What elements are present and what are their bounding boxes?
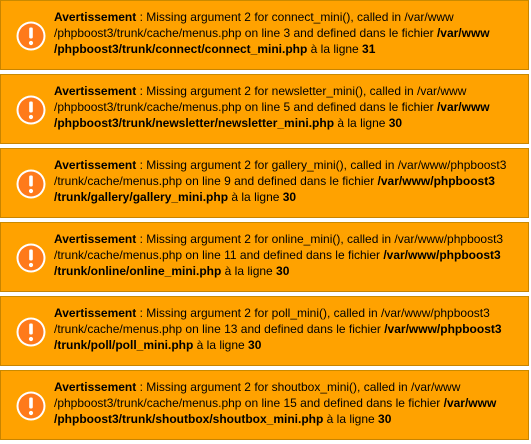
warning-text-line1: : Missing argument 2 for newsletter_mini(), called in /var/www: [136, 84, 467, 98]
warning-file-path-part2: /trunk/online/online_mini.php: [54, 264, 222, 278]
warning-message: [54, 231, 524, 279]
warning-text-line1: : Missing argument 2 for connect_mini(), called in /var/www: [136, 10, 454, 24]
warning-line-text: à la ligne: [228, 190, 283, 204]
warning-line-text: à la ligne: [193, 338, 249, 352]
warning-line-text: à la ligne: [307, 42, 363, 56]
warning-text-line1: : Missing argument 2 for shoutbox_mini(), called in /var/www: [136, 380, 461, 394]
warning-file-path-part1: /var/www/phpboost3: [377, 174, 495, 188]
warning-line-number: 30: [388, 116, 403, 130]
warning-exclamation-icon: [15, 168, 47, 200]
warning-text-line1: : Missing argument 2 for poll_mini(), called in /var/www/phpboost3: [136, 306, 490, 320]
warning-exclamation-icon: [15, 94, 47, 126]
warning-line-text: à la ligne: [334, 116, 389, 130]
warning-message: [54, 9, 524, 57]
warning-text-line2: /phpboost3/trunk/cache/menus.php on line 15 and defined dans le fichier: [54, 396, 444, 410]
warning-exclamation-icon: [15, 316, 47, 348]
warning-message: [54, 83, 524, 131]
warning-exclamation-icon: [15, 390, 47, 422]
warning-label: Avertissement: [54, 232, 137, 246]
warning-label: Avertissement: [54, 158, 137, 172]
warning-line-number: 30: [378, 412, 392, 426]
warning-exclamation-icon: [15, 242, 47, 274]
warning-exclamation-icon: [15, 20, 47, 52]
warning-box: [0, 370, 529, 440]
warning-file-path-part1: /var/www/phpboost3: [384, 322, 502, 336]
warning-text-line2: /phpboost3/trunk/cache/menus.php on line 5 and defined dans le fichier: [54, 100, 437, 114]
warning-text-line1: : Missing argument 2 for online_mini(), called in /var/www/phpboost3: [136, 232, 504, 246]
warning-file-path-part2: /phpboost3/trunk/connect/connect_mini.php: [54, 42, 308, 56]
warning-file-path-part1: /var/www/phpboost3: [383, 248, 501, 262]
warning-label: Avertissement: [54, 84, 137, 98]
warning-line-text: à la ligne: [221, 264, 277, 278]
warning-label: Avertissement: [54, 306, 137, 320]
warning-text-line2: /trunk/cache/menus.php on line 9 and defined dans le fichier: [54, 174, 378, 188]
warning-box: [0, 148, 529, 218]
warning-line-number: 31: [362, 42, 376, 56]
warning-line-number: 30: [248, 338, 262, 352]
warning-file-path-part2: /trunk/gallery/gallery_mini.php: [54, 190, 229, 204]
warning-message: [54, 305, 524, 353]
warning-line-number: 30: [282, 190, 297, 204]
warning-message: [54, 157, 524, 205]
warning-box: [0, 0, 529, 70]
warning-text-line2: /trunk/cache/menus.php on line 11 and defined dans le fichier: [54, 248, 384, 262]
warning-label: Avertissement: [54, 10, 137, 24]
warning-text-line2: /trunk/cache/menus.php on line 13 and defined dans le fichier: [54, 322, 385, 336]
warning-box: [0, 74, 529, 144]
warning-text-line1: : Missing argument 2 for gallery_mini(), called in /var/www/phpboost3: [136, 158, 507, 172]
warning-text-line2: /phpboost3/trunk/cache/menus.php on line 3 and defined dans le fichier: [54, 26, 437, 40]
warning-file-path-part2: /phpboost3/trunk/shoutbox/shoutbox_mini.php: [54, 412, 324, 426]
warning-label: Avertissement: [54, 380, 137, 394]
warning-file-path-part2: /trunk/poll/poll_mini.php: [54, 338, 194, 352]
warning-file-path-part2: /phpboost3/trunk/newsletter/newsletter_mini.php: [54, 116, 335, 130]
warning-box: [0, 296, 529, 366]
warning-line-text: à la ligne: [323, 412, 379, 426]
warning-message: [54, 379, 524, 427]
warning-file-path-part1: /var/www: [443, 396, 497, 410]
warning-box: [0, 222, 529, 292]
warning-file-path-part1: /var/www: [436, 100, 490, 114]
warning-line-number: 30: [276, 264, 290, 278]
warning-file-path-part1: /var/www: [436, 26, 490, 40]
